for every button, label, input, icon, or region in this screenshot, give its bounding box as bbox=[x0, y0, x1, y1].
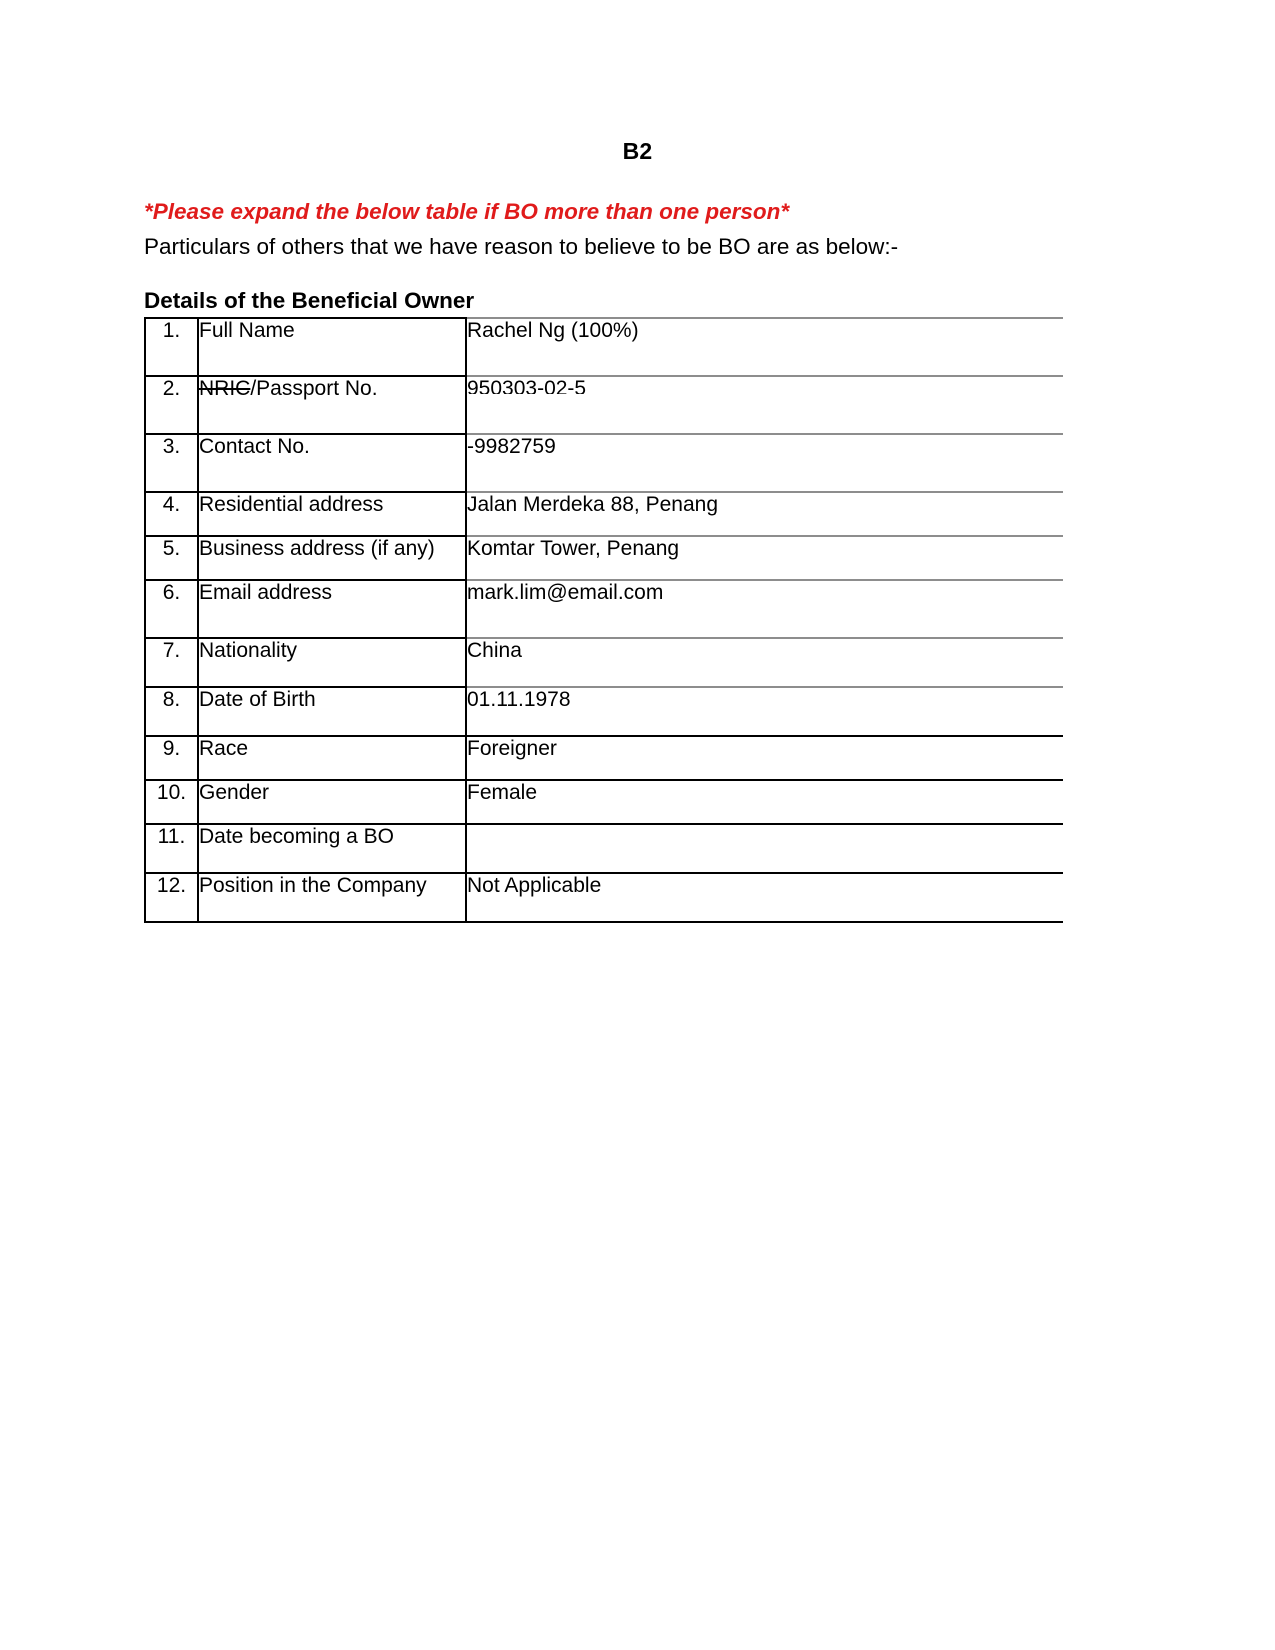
row-label bbox=[198, 376, 466, 434]
row-value[interactable]: mark.lim@email.com bbox=[466, 580, 1063, 638]
row-label: Gender bbox=[198, 780, 466, 824]
row-value[interactable]: Female bbox=[466, 780, 1063, 824]
row-label: Full Name bbox=[198, 318, 466, 376]
table-row bbox=[145, 536, 1063, 580]
row-index: 6. bbox=[145, 580, 198, 638]
row-value[interactable]: Jalan Merdeka 88, Penang bbox=[466, 492, 1063, 536]
row-index: 9. bbox=[145, 736, 198, 780]
expand-table-note: *Please expand the below table if BO more than one person* bbox=[144, 199, 790, 224]
row-index: 3. bbox=[145, 434, 198, 492]
particulars-statement: Particulars of others that we have reason to believe to be BO are as below:- bbox=[144, 234, 899, 259]
table-row bbox=[145, 434, 1063, 492]
row-label: Business address (if any) bbox=[198, 536, 466, 580]
table-row bbox=[145, 318, 1063, 376]
section-heading-beneficial-owner: Details of the Beneficial Owner bbox=[144, 288, 475, 313]
row-label: Email address bbox=[198, 580, 466, 638]
table-row bbox=[145, 824, 1063, 873]
table-row bbox=[145, 873, 1063, 922]
table-row bbox=[145, 736, 1063, 780]
row-index: 10. bbox=[145, 780, 198, 824]
beneficial-owner-table bbox=[144, 317, 1063, 923]
row-value[interactable] bbox=[466, 376, 1063, 434]
row-value[interactable]: 01.11.1978 bbox=[466, 687, 1063, 736]
intro-block bbox=[144, 197, 1074, 263]
beneficial-owner-table-body bbox=[145, 318, 1063, 922]
row-label: Nationality bbox=[198, 638, 466, 687]
table-row bbox=[145, 492, 1063, 536]
row-value[interactable]: -9982759 bbox=[466, 434, 1063, 492]
row-label: Residential address bbox=[198, 492, 466, 536]
row-index: 4. bbox=[145, 492, 198, 536]
table-row bbox=[145, 638, 1063, 687]
row-label: Date of Birth bbox=[198, 687, 466, 736]
row-index: 11. bbox=[145, 824, 198, 873]
row-index: 1. bbox=[145, 318, 198, 376]
row-index: 12. bbox=[145, 873, 198, 922]
row-index: 8. bbox=[145, 687, 198, 736]
row-value[interactable]: China bbox=[466, 638, 1063, 687]
row-value[interactable]: Rachel Ng (100%) bbox=[466, 318, 1063, 376]
row-index: 5. bbox=[145, 536, 198, 580]
row-index: 7. bbox=[145, 638, 198, 687]
row-value[interactable]: Komtar Tower, Penang bbox=[466, 536, 1063, 580]
table-row bbox=[145, 580, 1063, 638]
table-row bbox=[145, 780, 1063, 824]
row-label-rest: /Passport No. bbox=[250, 377, 378, 400]
page-title: B2 bbox=[622, 138, 653, 164]
row-label: Position in the Company bbox=[198, 873, 466, 922]
row-value[interactable]: Foreigner bbox=[466, 736, 1063, 780]
row-index: 2. bbox=[145, 376, 198, 434]
row-label: Contact No. bbox=[198, 434, 466, 492]
row-label: Race bbox=[198, 736, 466, 780]
row-label: Date becoming a BO bbox=[198, 824, 466, 873]
row-label-struck: NRIC bbox=[199, 377, 251, 400]
table-row bbox=[145, 687, 1063, 736]
row-value[interactable]: Not Applicable bbox=[466, 873, 1063, 922]
row-value-clipped: 950303-02-5 bbox=[467, 377, 587, 394]
table-row bbox=[145, 376, 1063, 434]
row-value[interactable] bbox=[466, 824, 1063, 873]
